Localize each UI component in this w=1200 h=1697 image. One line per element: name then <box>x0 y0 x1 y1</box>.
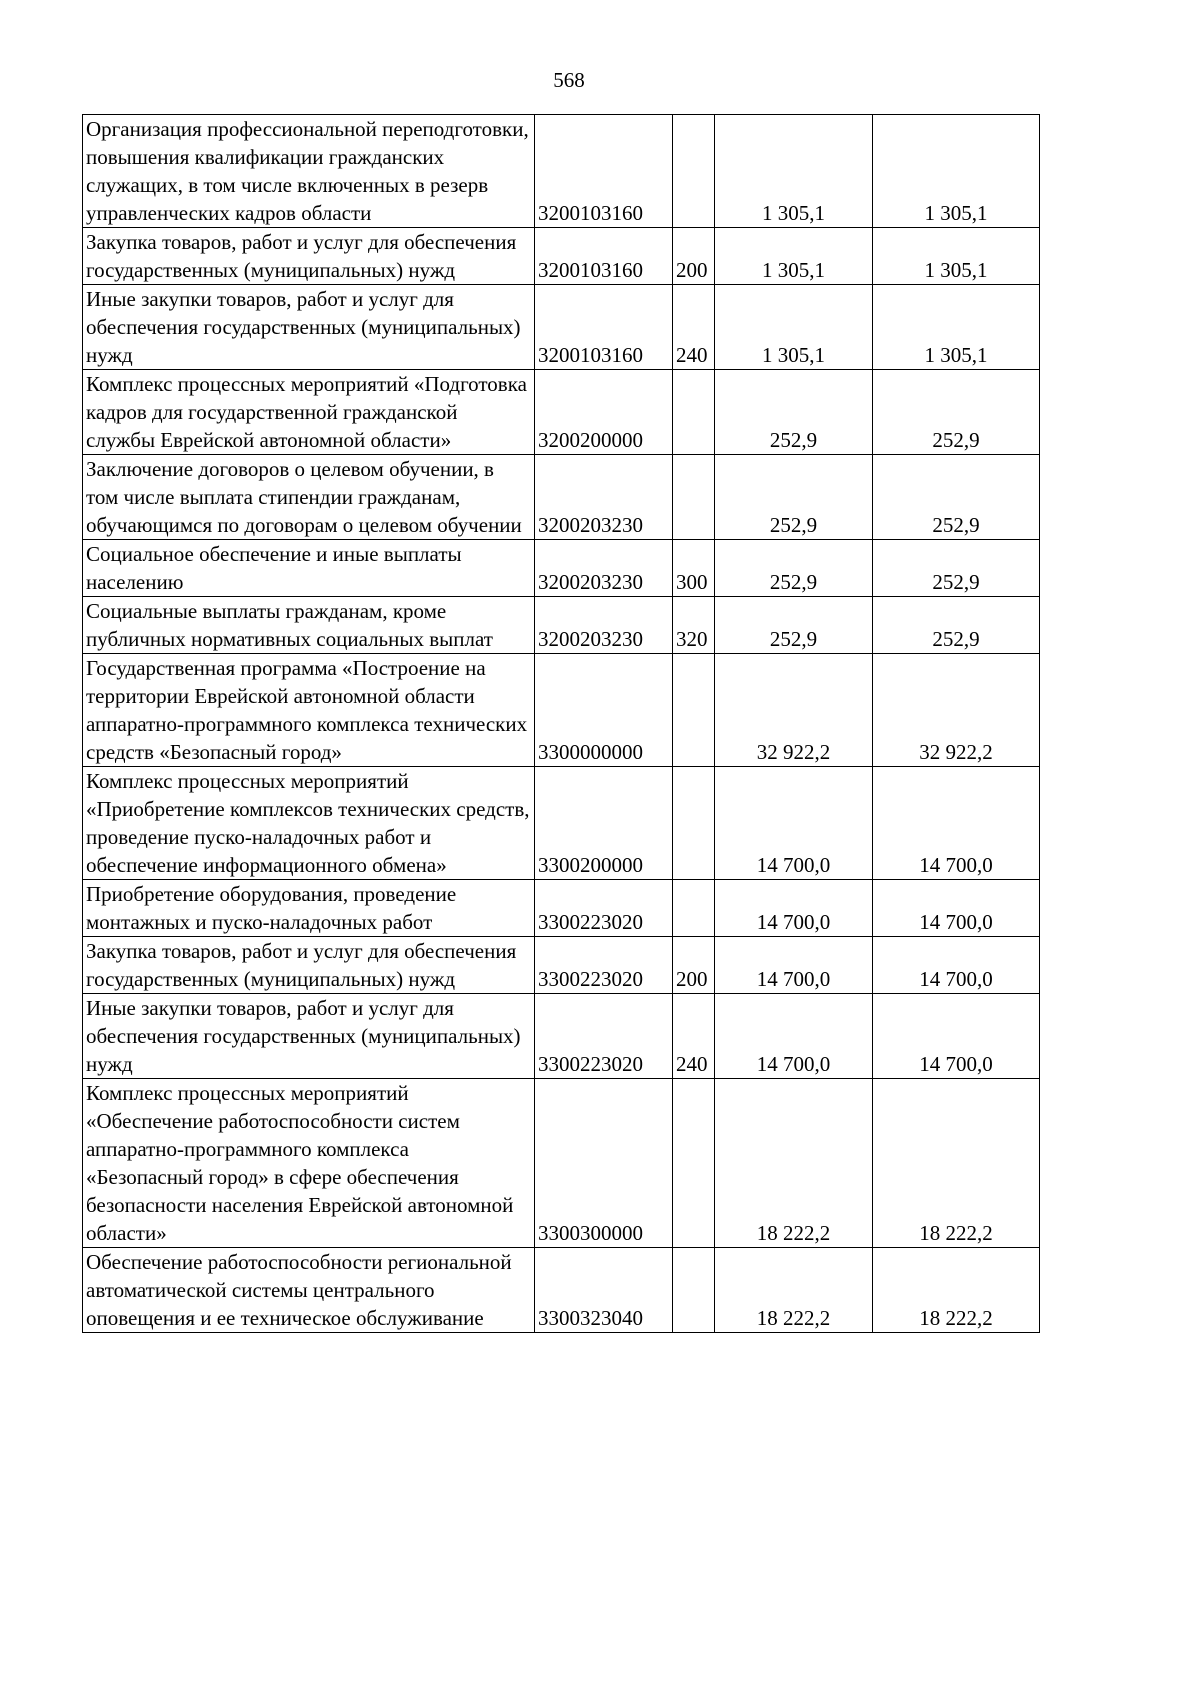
row-name-cell: Социальные выплаты гражданам, кроме публичных нормативных социальных выплат <box>83 597 535 654</box>
amount-cell-1: 14 700,0 <box>715 767 873 880</box>
amount-cell-1: 252,9 <box>715 597 873 654</box>
amount-cell-2: 252,9 <box>873 540 1040 597</box>
table-row <box>83 455 1040 540</box>
expense-type-cell <box>673 1248 715 1333</box>
amount-cell-1: 252,9 <box>715 540 873 597</box>
row-name-cell: Комплекс процессных мероприятий «Подготовка кадров для государственной гражданской службы Еврейской автономной области» <box>83 370 535 455</box>
amount-cell-2: 32 922,2 <box>873 654 1040 767</box>
target-code-cell: 3300323040 <box>535 1248 673 1333</box>
table-row <box>83 994 1040 1079</box>
target-code-cell: 3300300000 <box>535 1079 673 1248</box>
target-code-cell: 3200203230 <box>535 540 673 597</box>
table-row <box>83 540 1040 597</box>
table-row <box>83 115 1040 228</box>
expense-type-cell <box>673 1079 715 1248</box>
target-code-cell: 3200200000 <box>535 370 673 455</box>
expense-type-cell <box>673 654 715 767</box>
amount-cell-2: 252,9 <box>873 370 1040 455</box>
expense-type-cell: 200 <box>673 228 715 285</box>
expense-type-cell <box>673 115 715 228</box>
table-row <box>83 597 1040 654</box>
target-code-cell: 3300223020 <box>535 880 673 937</box>
amount-cell-2: 252,9 <box>873 455 1040 540</box>
target-code-cell: 3200203230 <box>535 455 673 540</box>
row-name-cell: Обеспечение работоспособности региональной автоматической системы центрального оповещения и ее техническое обслуживание <box>83 1248 535 1333</box>
amount-cell-2: 1 305,1 <box>873 115 1040 228</box>
target-code-cell: 3200103160 <box>535 228 673 285</box>
amount-cell-1: 18 222,2 <box>715 1248 873 1333</box>
row-name-cell: Приобретение оборудования, проведение монтажных и пуско-наладочных работ <box>83 880 535 937</box>
amount-cell-1: 18 222,2 <box>715 1079 873 1248</box>
expense-type-cell <box>673 455 715 540</box>
target-code-cell: 3200103160 <box>535 115 673 228</box>
amount-cell-2: 1 305,1 <box>873 228 1040 285</box>
expense-type-cell <box>673 880 715 937</box>
table-row <box>83 285 1040 370</box>
target-code-cell: 3200103160 <box>535 285 673 370</box>
row-name-cell: Организация профессиональной переподготовки, повышения квалификации гражданских служащих, в том числе включенных в резерв управленческих кадров области <box>83 115 535 228</box>
amount-cell-1: 252,9 <box>715 455 873 540</box>
amount-cell-1: 1 305,1 <box>715 228 873 285</box>
table-row <box>83 767 1040 880</box>
amount-cell-2: 14 700,0 <box>873 880 1040 937</box>
amount-cell-1: 1 305,1 <box>715 285 873 370</box>
amount-cell-2: 14 700,0 <box>873 994 1040 1079</box>
expense-type-cell: 300 <box>673 540 715 597</box>
target-code-cell: 3200203230 <box>535 597 673 654</box>
row-name-cell: Заключение договоров о целевом обучении, в том числе выплата стипендии гражданам, обучающимся по договорам о целевом обучении <box>83 455 535 540</box>
budget-table <box>82 114 1040 1333</box>
amount-cell-1: 1 305,1 <box>715 115 873 228</box>
row-name-cell: Иные закупки товаров, работ и услуг для обеспечения государственных (муниципальных) нужд <box>83 285 535 370</box>
target-code-cell: 3300223020 <box>535 994 673 1079</box>
row-name-cell: Государственная программа «Построение на территории Еврейской автономной области аппаратно-программного комплекса технических средств «Безопасный город» <box>83 654 535 767</box>
expense-type-cell <box>673 767 715 880</box>
amount-cell-1: 14 700,0 <box>715 937 873 994</box>
table-row <box>83 654 1040 767</box>
amount-cell-2: 1 305,1 <box>873 285 1040 370</box>
table-row <box>83 937 1040 994</box>
table-row <box>83 880 1040 937</box>
expense-type-cell: 320 <box>673 597 715 654</box>
table-row <box>83 1079 1040 1248</box>
row-name-cell: Комплекс процессных мероприятий «Обеспечение работоспособности систем аппаратно-программного комплекса «Безопасный город» в сфере обеспечения безопасности населения Еврейской автономной области» <box>83 1079 535 1248</box>
expense-type-cell: 240 <box>673 994 715 1079</box>
target-code-cell: 3300000000 <box>535 654 673 767</box>
table-row <box>83 1248 1040 1333</box>
amount-cell-1: 252,9 <box>715 370 873 455</box>
row-name-cell: Закупка товаров, работ и услуг для обеспечения государственных (муниципальных) нужд <box>83 228 535 285</box>
amount-cell-2: 18 222,2 <box>873 1079 1040 1248</box>
target-code-cell: 3300200000 <box>535 767 673 880</box>
row-name-cell: Закупка товаров, работ и услуг для обеспечения государственных (муниципальных) нужд <box>83 937 535 994</box>
page-number: 568 <box>553 68 585 92</box>
amount-cell-2: 18 222,2 <box>873 1248 1040 1333</box>
row-name-cell: Социальное обеспечение и иные выплаты населению <box>83 540 535 597</box>
row-name-cell: Комплекс процессных мероприятий «Приобретение комплексов технических средств, проведение пуско-наладочных работ и обеспечение информационного обмена» <box>83 767 535 880</box>
amount-cell-2: 252,9 <box>873 597 1040 654</box>
amount-cell-2: 14 700,0 <box>873 937 1040 994</box>
amount-cell-1: 32 922,2 <box>715 654 873 767</box>
amount-cell-2: 14 700,0 <box>873 767 1040 880</box>
table-row <box>83 228 1040 285</box>
amount-cell-1: 14 700,0 <box>715 994 873 1079</box>
amount-cell-1: 14 700,0 <box>715 880 873 937</box>
expense-type-cell: 240 <box>673 285 715 370</box>
target-code-cell: 3300223020 <box>535 937 673 994</box>
table-row <box>83 370 1040 455</box>
expense-type-cell: 200 <box>673 937 715 994</box>
row-name-cell: Иные закупки товаров, работ и услуг для обеспечения государственных (муниципальных) нужд <box>83 994 535 1079</box>
expense-type-cell <box>673 370 715 455</box>
